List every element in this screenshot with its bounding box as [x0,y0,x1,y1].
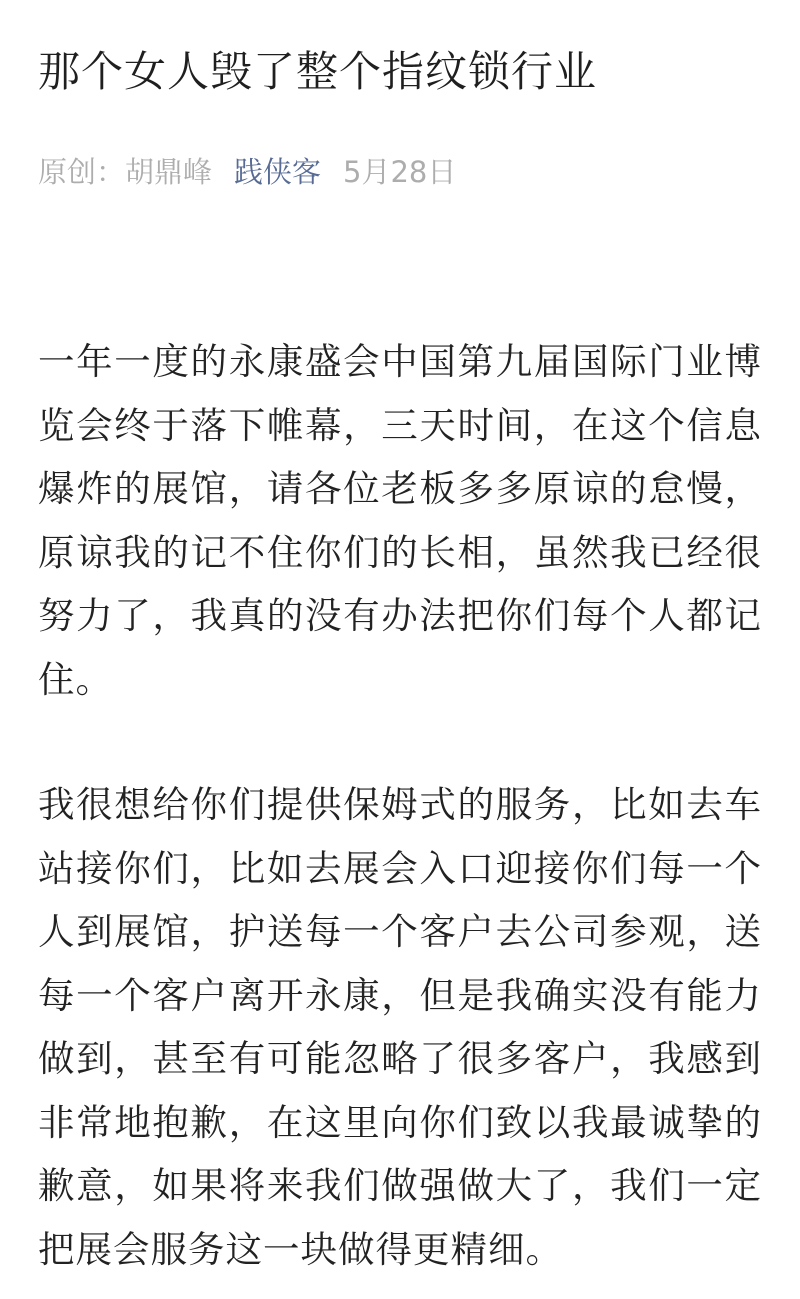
account-link[interactable]: 践侠客 [234,155,322,189]
paragraph: 一年一度的永康盛会中国第九届国际门业博览会终于落下帷幕，三天时间，在这个信息爆炸的展馆，请各位老板多多原谅的怠慢，原谅我的记不住你们的长相，虽然我已经很努力了，我真的没有办法把你们每个人都记住。 [38,340,762,701]
publish-date: 5月28日 [343,155,457,189]
paragraph: 我很想给你们提供保姆式的服务，比如去车站接你们，比如去展会入口迎接你们每一个人到展馆，护送每一个客户去公司参观，送每一个客户离开永康，但是我确实没有能力做到，甚至有可能忽略了很多客户，我感到非常地抱歉，在这里向你们致以我最诚挚的歉意，如果将来我们做强做大了，我们一定把展会服务这一块做得更精细。 [38,783,762,1271]
article-title: 那个女人毁了整个指纹锁行业 [38,47,598,96]
author-label: 原创：胡鼎峰 [38,155,213,189]
article-meta [38,144,762,200]
article-body [38,330,762,1281]
